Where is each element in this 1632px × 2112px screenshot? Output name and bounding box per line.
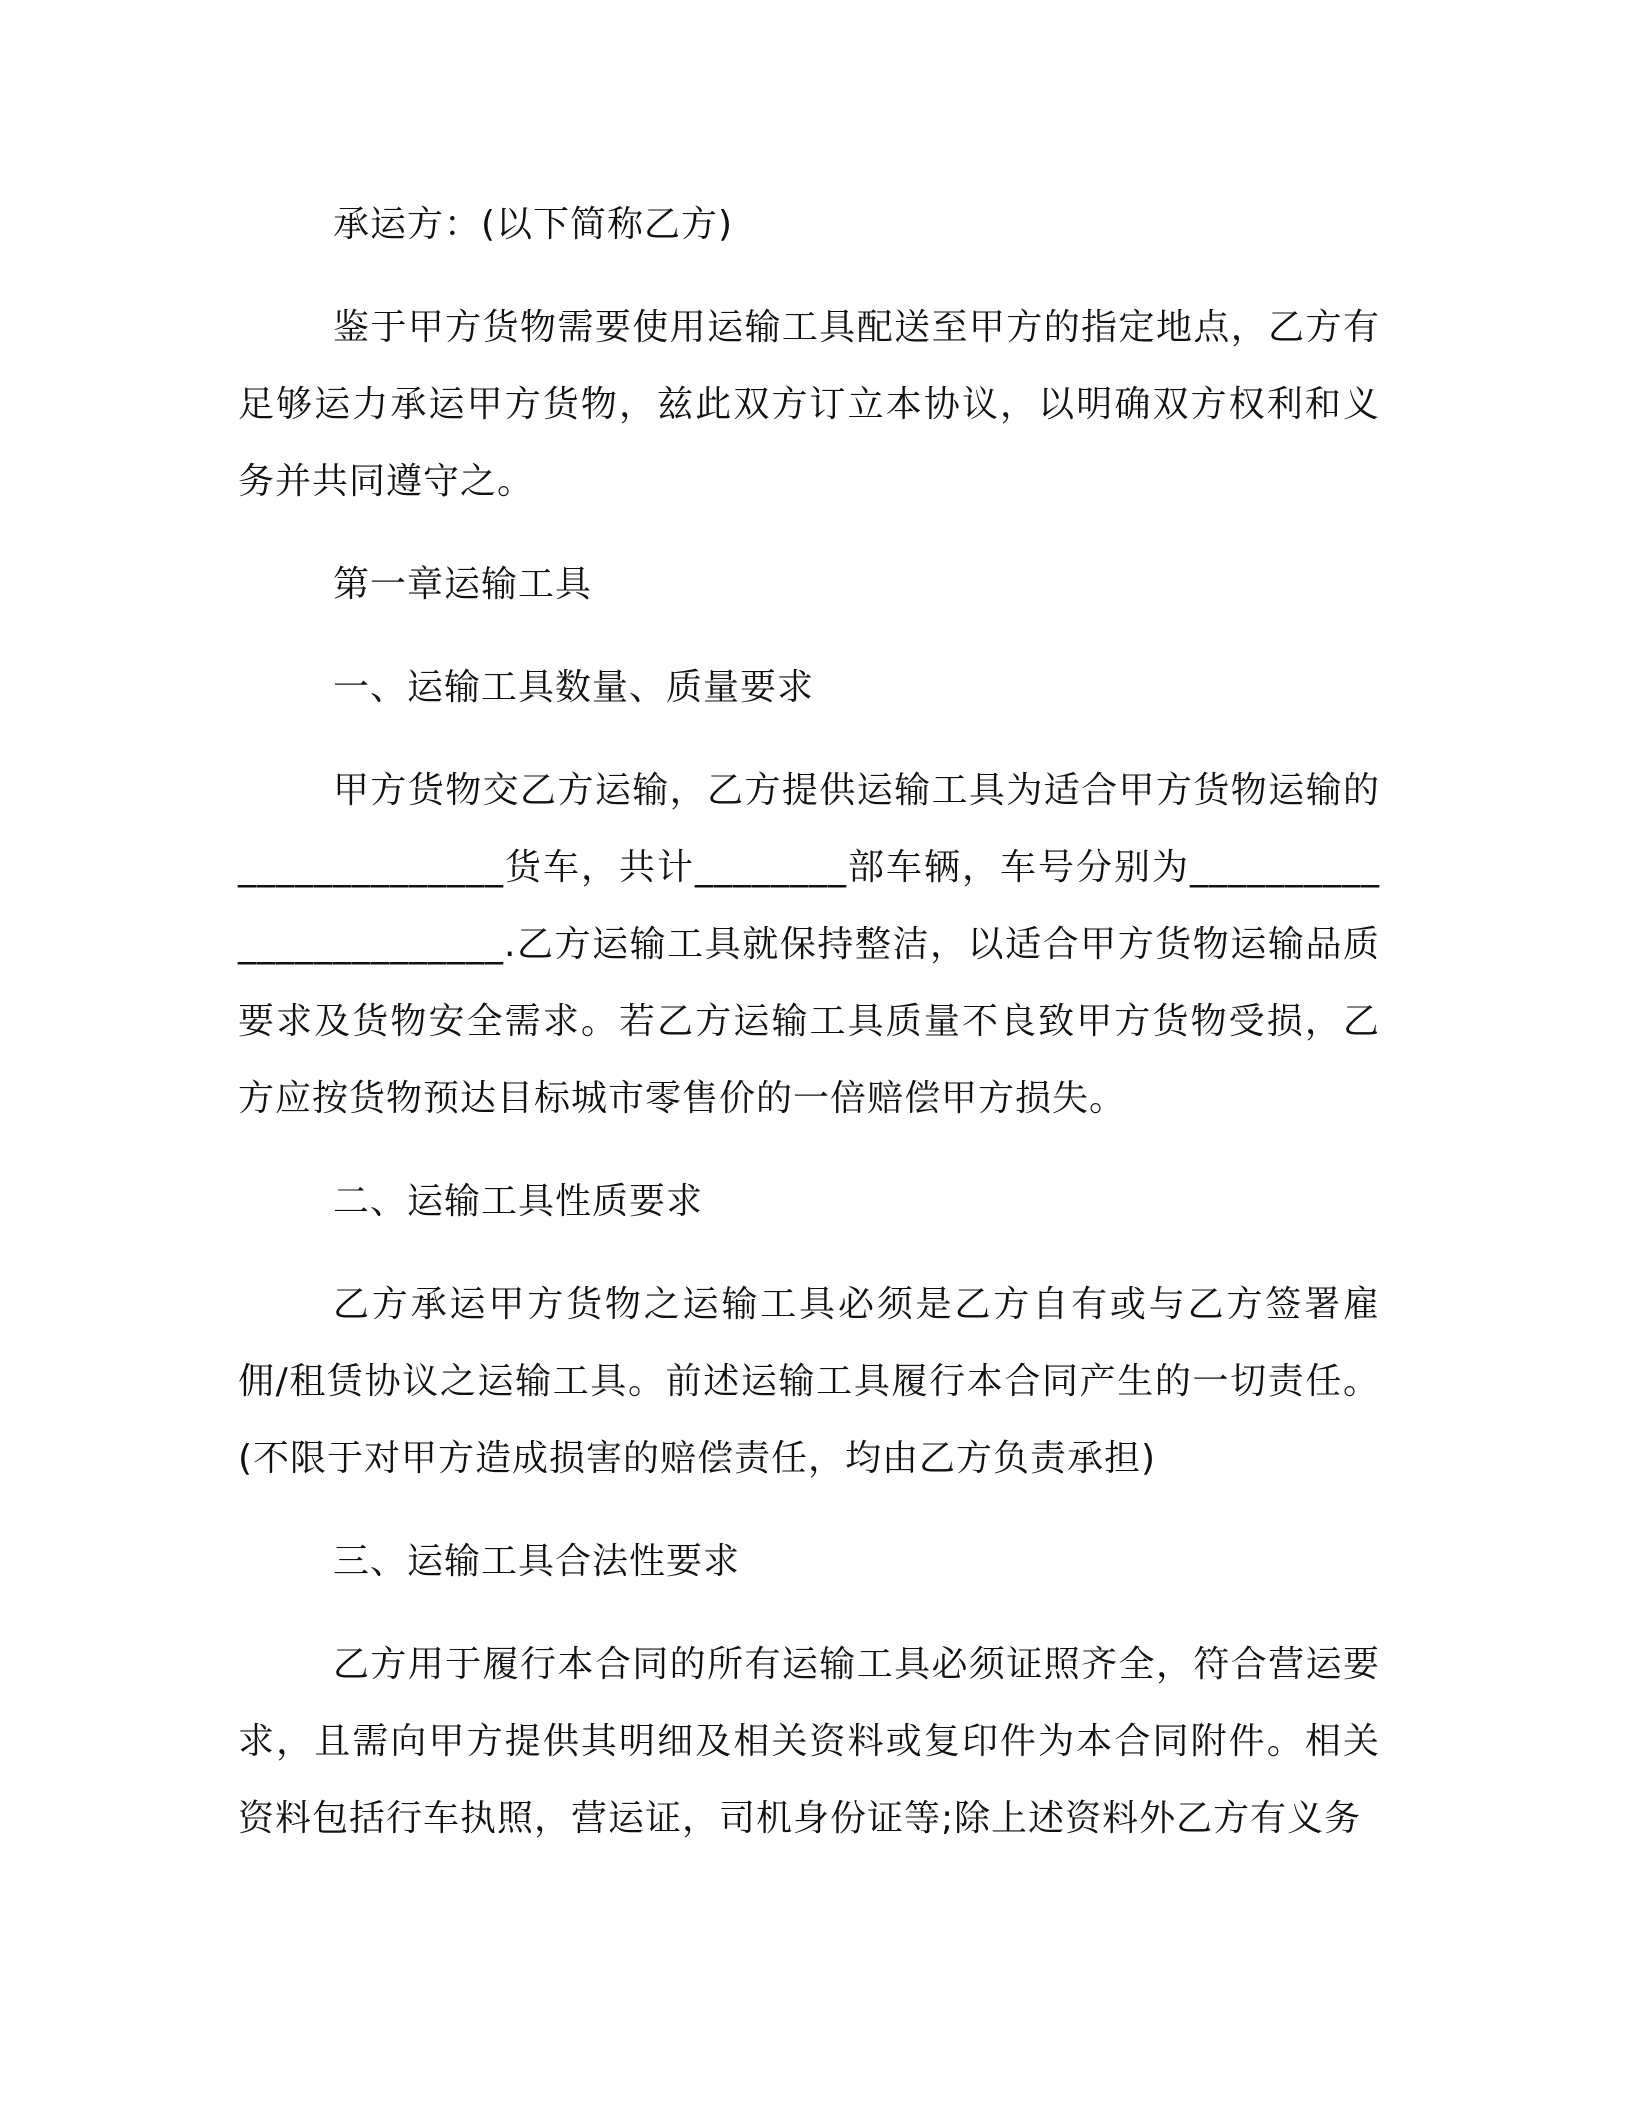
section-1-title: 一、运输工具数量、质量要求 bbox=[333, 667, 815, 708]
spacer bbox=[238, 726, 1380, 752]
section-2-body: 乙方承运甲方货物之运输工具必须是乙方自有或与乙方签署雇佣/租赁协议之运输工具。前述运输工具履行本合同产生的一切责任。(不限于对甲方造成损害的赔偿责任，均由乙方负责承担) bbox=[238, 1284, 1380, 1479]
document-body bbox=[238, 186, 1380, 1857]
spacer bbox=[238, 1137, 1380, 1163]
spacer bbox=[238, 263, 1380, 289]
section-1-body: 甲方货物交乙方运输，乙方提供运输工具为适合甲方货物运输的______________货车，共计________部车辆，车号分别为________________________.乙方运输工具就保持整洁，以适合甲方货物运输品质要求及货物安全需求。若乙方运输工具质量不良致甲方货物受损，乙方应按货物预达目标城市零售价的一倍赔偿甲方损失。 bbox=[238, 770, 1380, 1119]
spacer bbox=[238, 623, 1380, 649]
spacer bbox=[238, 1600, 1380, 1626]
section-3-body: 乙方用于履行本合同的所有运输工具必须证照齐全，符合营运要求，且需向甲方提供其明细及相关资料或复印件为本合同附件。相关资料包括行车执照，营运证，司机身份证等;除上述资料外乙方有义务 bbox=[238, 1644, 1380, 1839]
chapter-title: 第一章运输工具 bbox=[333, 564, 593, 605]
spacer bbox=[238, 1240, 1380, 1266]
spacer bbox=[238, 520, 1380, 546]
carrier-line: 承运方：(以下简称乙方) bbox=[333, 204, 734, 245]
spacer bbox=[238, 1497, 1380, 1523]
section-3-title: 三、运输工具合法性要求 bbox=[333, 1541, 741, 1582]
section-2-title: 二、运输工具性质要求 bbox=[333, 1181, 704, 1222]
preamble-paragraph: 鉴于甲方货物需要使用运输工具配送至甲方的指定地点，乙方有足够运力承运甲方货物，兹此双方订立本协议，以明确双方权利和义务并共同遵守之。 bbox=[238, 307, 1380, 502]
